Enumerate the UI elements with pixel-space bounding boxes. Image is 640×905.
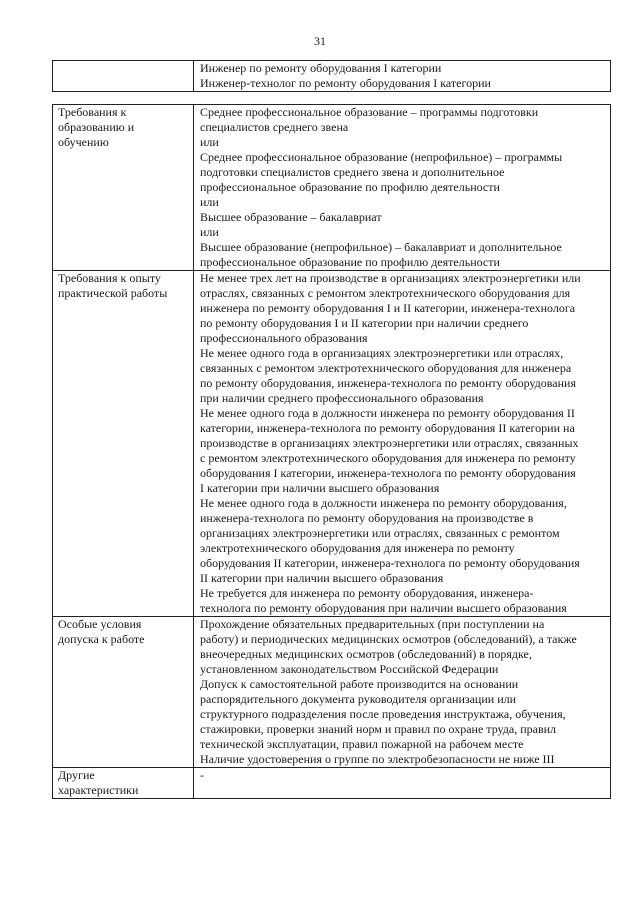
- row-content-cell: [194, 768, 611, 799]
- row-text-line: подготовки специалистов среднего звена и дополнительное: [200, 165, 505, 179]
- row-label-cell: [53, 617, 194, 768]
- row-text-line: с ремонтом электротехнического оборудования для инженера по ремонту: [200, 451, 576, 465]
- row-text-line: внеочередных медицинских осмотров (обследований) в порядке,: [200, 647, 532, 661]
- row-text-line: стажировки, проверки знаний норм и правил по охране труда, правил: [200, 722, 557, 736]
- row-text-line: специалистов среднего звена: [200, 120, 349, 134]
- row-text-line: при наличии среднего профессионального образования: [200, 391, 484, 405]
- row-text-line: Не менее трех лет на производстве в организациях электроэнергетики или: [200, 271, 581, 285]
- row-text-line: оборудования II категории, инженера-технолога по ремонту оборудования: [200, 556, 580, 570]
- position-title-cell: [194, 61, 611, 92]
- row-label: Особые условия: [58, 617, 142, 631]
- row-text-line: технической эксплуатации, правил пожарной на рабочем месте: [200, 737, 524, 751]
- position-title-table: [52, 60, 611, 92]
- row-label-cell: [53, 271, 194, 617]
- row-text-line: электротехнического оборудования для инженера по ремонту: [200, 541, 515, 555]
- row-text-line: по ремонту оборудования I и II категории при наличии среднего: [200, 316, 529, 330]
- row-text-line: профессиональное образование по профилю деятельности: [200, 255, 500, 269]
- row-text-line: оборудования I категории, инженера-технолога по ремонту оборудования: [200, 466, 576, 480]
- row-label-cell: [53, 105, 194, 271]
- row-label: Требования к: [58, 105, 127, 119]
- row-label: обучению: [58, 135, 109, 149]
- row-text-line: по ремонту оборудования, инженера-технолога по ремонту оборудования: [200, 376, 576, 390]
- row-text-line: инженера по ремонту оборудования I и II категории, инженера-технолога: [200, 301, 576, 315]
- row-label: характеристики: [58, 783, 139, 797]
- table-row-education: [53, 105, 611, 271]
- row-text-line: отраслях, связанных с ремонтом электротехнического оборудования для: [200, 286, 571, 300]
- row-text-line: структурного подразделения после проведения инструктажа, обучения,: [200, 707, 566, 721]
- row-content-cell: [194, 105, 611, 271]
- row-text-line: II категории при наличии высшего образования: [200, 571, 444, 585]
- row-text-line: инженера-технолога по ремонту оборудования на производстве в: [200, 511, 534, 525]
- row-label: Требования к опыту: [58, 271, 161, 285]
- row-content-cell: [194, 271, 611, 617]
- row-text-line: установленном законодательством Российской Федерации: [200, 662, 499, 676]
- position-title: Инженер по ремонту оборудования I категории: [200, 61, 442, 75]
- row-text-line: Наличие удостоверения о группе по электробезопасности не ниже III: [200, 752, 555, 766]
- row-text-line: профессиональное образование по профилю деятельности: [200, 180, 500, 194]
- row-label: образованию и: [58, 120, 135, 134]
- table-row-other: [53, 768, 611, 799]
- row-content-cell: [194, 617, 611, 768]
- row-text-line: I категории при наличии высшего образования: [200, 481, 440, 495]
- row-text-line: Прохождение обязательных предварительных (при поступлении на: [200, 617, 545, 631]
- row-text-line: работу) и периодических медицинских осмотров (обследований), а также: [200, 632, 577, 646]
- row-text-line: Допуск к самостоятельной работе производится на основании: [200, 677, 519, 691]
- row-text-line: организациях электроэнергетики или отраслях, связанных с ремонтом: [200, 526, 560, 540]
- position-title-label-cell: [53, 61, 194, 92]
- table-row-admission: [53, 617, 611, 768]
- row-text-line: Не менее одного года в организациях электроэнергетики или отраслях,: [200, 346, 564, 360]
- row-label: допуска к работе: [58, 632, 145, 646]
- row-text-line: производстве в организациях электроэнергетики или отраслях, связанных: [200, 436, 579, 450]
- row-text-line: Высшее образование (непрофильное) – бакалавриат и дополнительное: [200, 240, 562, 254]
- row-label-cell: [53, 768, 194, 799]
- position-title: Инженер-технолог по ремонту оборудования I категории: [200, 76, 491, 90]
- row-text-line: технолога по ремонту оборудования при наличии высшего образования: [200, 601, 567, 615]
- position-title-row: [53, 61, 611, 92]
- row-text-line: Высшее образование – бакалавриат: [200, 210, 382, 224]
- table-row-experience: [53, 271, 611, 617]
- row-text-line: категории, инженера-технолога по ремонту оборудования II категории на: [200, 421, 575, 435]
- row-text-line: профессионального образования: [200, 331, 368, 345]
- row-text-line: Не требуется для инженера по ремонту оборудования, инженера-: [200, 586, 534, 600]
- row-text-line: Не менее одного года в должности инженера по ремонту оборудования,: [200, 496, 567, 510]
- requirements-table: [52, 104, 611, 799]
- row-text-line: Среднее профессиональное образование – программы подготовки: [200, 105, 539, 119]
- row-text-line: или: [200, 195, 219, 209]
- row-text-line: или: [200, 135, 219, 149]
- page-number: 31: [314, 34, 326, 48]
- row-text-line: Среднее профессиональное образование (непрофильное) – программы: [200, 150, 563, 164]
- row-text-line: или: [200, 225, 219, 239]
- row-label: Другие: [58, 768, 95, 782]
- row-text-line: распорядительного документа руководителя организации или: [200, 692, 517, 706]
- row-text-line: -: [200, 768, 204, 782]
- row-text-line: связанных с ремонтом электротехнического оборудования для инженера: [200, 361, 572, 375]
- row-text-line: Не менее одного года в должности инженера по ремонту оборудования II: [200, 406, 575, 420]
- row-label: практической работы: [58, 286, 168, 300]
